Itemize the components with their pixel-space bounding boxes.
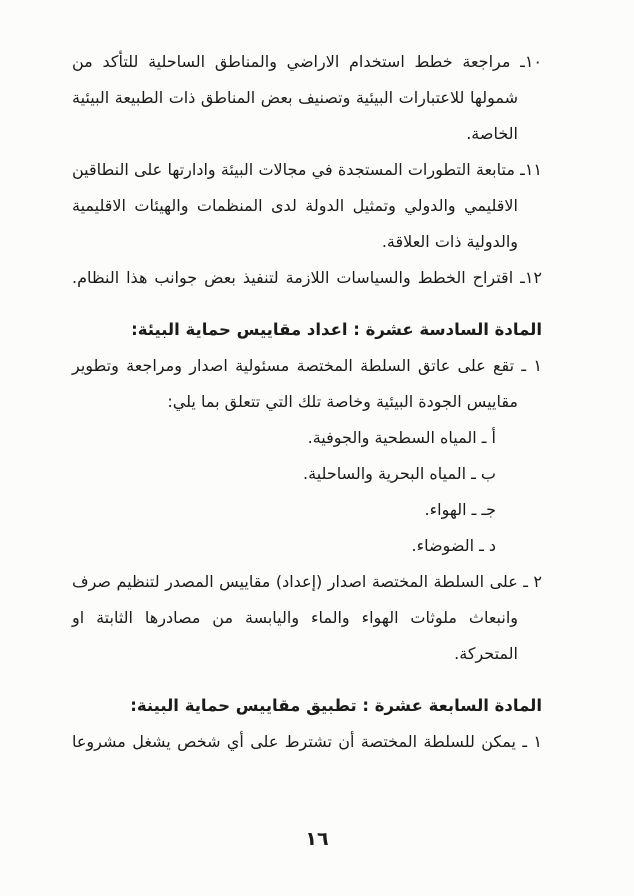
article-16-item-2-line-2: وانبعاث ملوثات الهواء والماء واليابسة من مصادرها الثابتة او: [72, 608, 518, 627]
clause-11-line-2: الاقليمي والدولي وتمثيل الدولة لدى المنظمات والهيئات الاقليمية: [72, 196, 518, 215]
article-16-item-1-line-2: مقاييس الجودة البيئية وخاصة تلك التي تتعلق بما يلي:: [167, 392, 518, 411]
article-16-item-2-line-1: ٢ ـ على السلطة المختصة اصدار (إعداد) مقاييس المصدر لتنظيم صرف: [72, 572, 542, 591]
article-16-sub-item-b: ب ـ المياه البحرية والساحلية.: [303, 464, 496, 483]
page-content: [72, 44, 542, 760]
clause-12-line-1: ١٢ـ اقتراح الخطط والسياسات اللازمة لتنفيذ بعض جوانب هذا النظام.: [72, 268, 542, 287]
article-16-item-2-line-3: المتحركة.: [454, 644, 518, 663]
clause-10-line-1: ١٠ـ مراجعة خطط استخدام الاراضي والمناطق الساحلية للتأكد من: [72, 52, 542, 71]
clause-10-line-3: الخاصة.: [466, 124, 518, 143]
article-17-item-1-line-1: ١ ـ يمكن للسلطة المختصة أن تشترط على أي شخص يشغل مشروعا: [72, 732, 542, 751]
article-16-sub-item-a: أ ـ المياه السطحية والجوفية.: [307, 428, 496, 447]
clause-11-line-3: والدولية ذات العلاقة.: [381, 232, 518, 251]
clause-11-line-1: ١١ـ متابعة التطورات المستجدة في مجالات البيئة وادارتها على النطاقين: [72, 160, 542, 179]
article-16-heading: المادة السادسة عشرة : اعداد مقاييس حماية البيئة:: [131, 320, 542, 339]
article-16-item-1-line-1: ١ ـ تقع على عاتق السلطة المختصة مسئولية اصدار ومراجعة وتطوير: [72, 356, 542, 375]
clause-10-line-2: شمولها للاعتبارات البيئية وتصنيف بعض المناطق ذات الطبيعة البيئية: [72, 88, 518, 107]
article-16-sub-item-d: د ـ الضوضاء.: [411, 536, 496, 555]
article-17-heading: المادة السابعة عشرة : تطبيق مقاييس حماية البينة:: [130, 696, 542, 715]
page-number: ١٦: [305, 828, 329, 850]
article-16-sub-item-j: جـ ـ الهواء.: [424, 500, 496, 519]
